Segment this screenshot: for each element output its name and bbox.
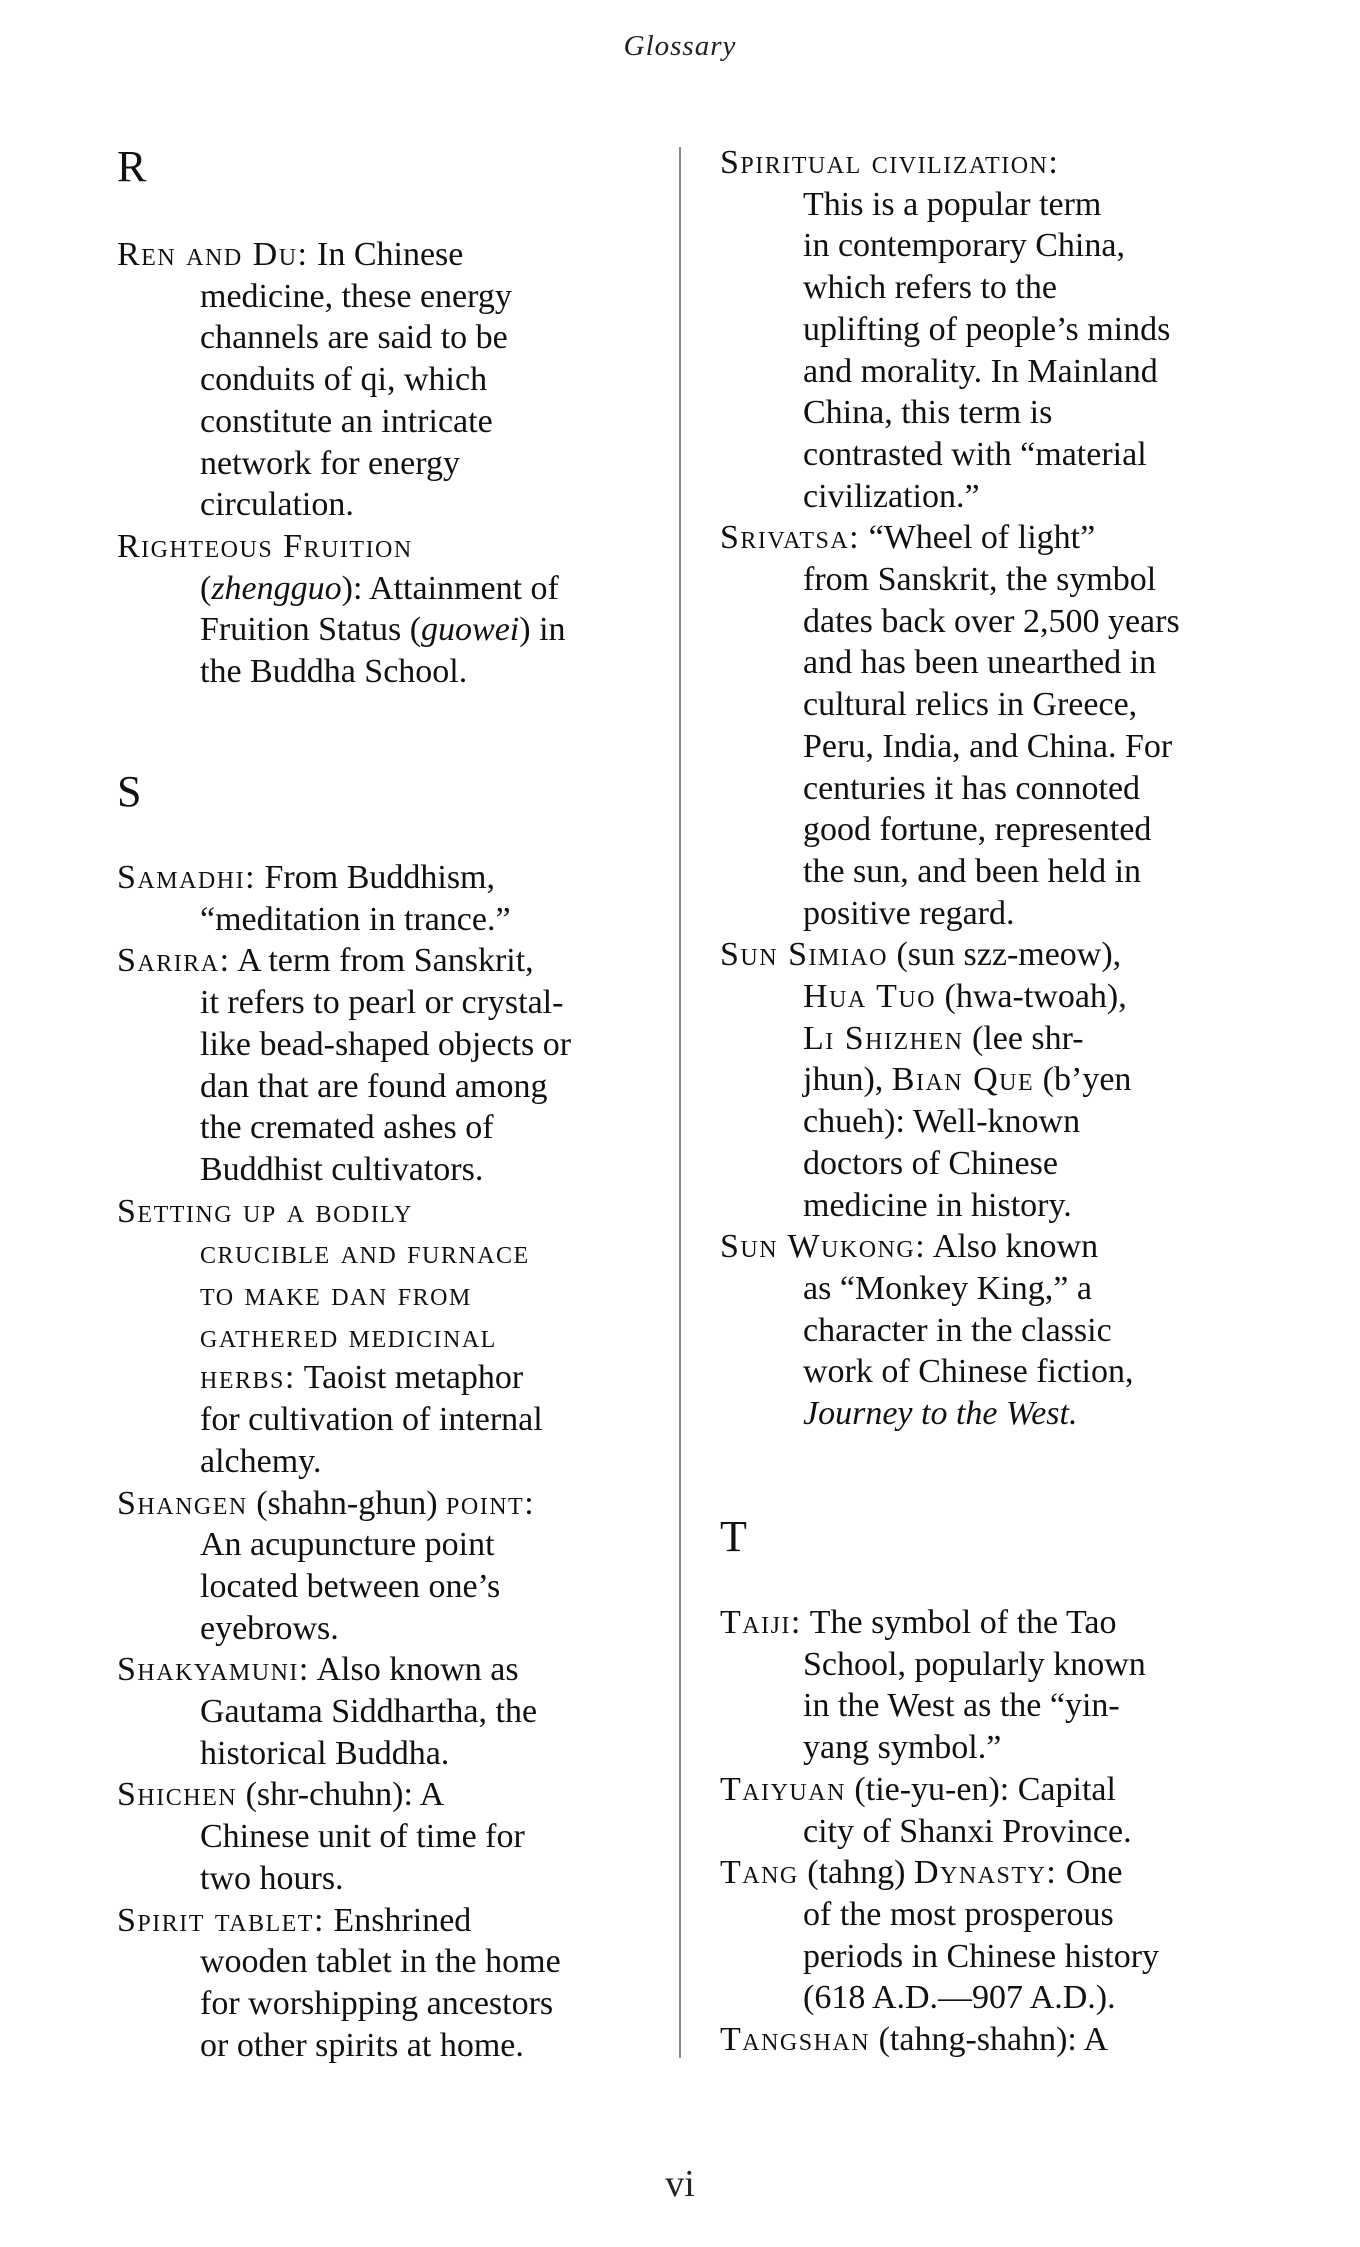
entry-continuation-line xyxy=(803,726,1172,768)
entry-continuation-line xyxy=(200,651,467,693)
entry-continuation-line xyxy=(200,1608,339,1650)
definition-text: the Buddha School. xyxy=(200,653,468,690)
definition-text: In Chinese xyxy=(308,236,464,273)
entry-continuation-line xyxy=(200,484,354,526)
entry-continuation-line xyxy=(803,476,980,518)
entry-continuation-line xyxy=(200,317,508,359)
entry-continuation-line xyxy=(200,982,563,1024)
definition-text: eyebrows. xyxy=(200,1609,339,1647)
definition-text: Buddhist cultivators. xyxy=(200,1150,484,1188)
entry-continuation-line xyxy=(200,1107,494,1149)
entry-continuation-line xyxy=(803,267,1057,309)
glossary-term: Li Shizhen xyxy=(803,1019,964,1057)
entry-continuation-line xyxy=(200,1399,543,1441)
letter-heading: S xyxy=(117,767,142,816)
entry-first-line xyxy=(117,234,463,276)
definition-text: Enshrined xyxy=(324,1901,472,1939)
entry-first-line xyxy=(720,1602,1116,1644)
definition-text: (618 A.D.—907 A.D.). xyxy=(803,1979,1116,2017)
definition-text: An acupuncture point xyxy=(200,1526,495,1564)
definition-text: conduits of qi, which xyxy=(200,361,488,399)
entry-continuation-line xyxy=(803,1351,1134,1393)
definition-text: “meditation in trance.” xyxy=(200,900,511,938)
definition-text: Taoist metaphor xyxy=(295,1359,524,1397)
entry-continuation-line xyxy=(200,443,460,485)
glossary-term: Shakyamuni: xyxy=(117,1651,310,1689)
entry-continuation-line xyxy=(803,809,1151,851)
glossary-term: Taiji: xyxy=(720,1604,802,1641)
entry-first-line xyxy=(117,1900,471,1942)
definition-text: and has been unearthed in xyxy=(803,644,1157,682)
definition-text: From Buddhism, xyxy=(256,859,495,896)
entry-continuation-line xyxy=(200,1357,523,1399)
glossary-term: gathered medicinal xyxy=(200,1317,497,1355)
glossary-term: Ren and Du: xyxy=(117,236,309,273)
definition-text: in the West as the “yin- xyxy=(803,1687,1120,1725)
definition-text: China, this term is xyxy=(803,394,1053,432)
definition-text: (lee shr- xyxy=(963,1019,1084,1057)
definition-text: medicine, these energy xyxy=(200,277,512,315)
glossary-term: Righteous Fruition xyxy=(117,527,413,565)
entry-first-line xyxy=(117,1483,535,1525)
entry-continuation-line xyxy=(200,1066,547,1108)
italic-text: Journey to the West. xyxy=(803,1395,1078,1432)
running-head-title: Glossary xyxy=(623,30,737,62)
entry-continuation-line xyxy=(200,1441,321,1483)
entry-continuation-line xyxy=(803,976,1127,1018)
entry-continuation-line xyxy=(803,392,1052,434)
entry-continuation-line xyxy=(803,851,1141,893)
glossary-term: Sun Simiao xyxy=(720,936,888,974)
definition-text: positive regard. xyxy=(803,894,1015,932)
entry-continuation-line xyxy=(200,1983,553,2025)
glossary-term: crucible and furnace xyxy=(200,1234,530,1272)
entry-continuation-line xyxy=(200,1524,495,1566)
definition-text: dates back over 2,500 years xyxy=(803,602,1180,640)
definition-text: for cultivation of internal xyxy=(200,1401,543,1439)
entry-continuation-line xyxy=(803,1811,1132,1853)
entry-continuation-line xyxy=(803,601,1180,643)
entry-continuation-line xyxy=(803,434,1147,476)
entry-first-line xyxy=(720,517,1095,559)
entry-first-line xyxy=(117,1649,519,1691)
definition-text: uplifting of people’s minds xyxy=(803,310,1171,348)
entry-first-line xyxy=(720,1852,1122,1894)
definition-text: yang symbol.” xyxy=(803,1729,1002,1767)
glossary-term: Spirit tablet: xyxy=(117,1901,325,1939)
glossary-term: Tang xyxy=(720,1854,799,1892)
definition-text: cultural relics in Greece, xyxy=(803,686,1138,724)
definition-text: jhun), xyxy=(803,1061,892,1099)
glossary-term: point: xyxy=(446,1484,536,1522)
definition-text: periods in Chinese history xyxy=(803,1937,1160,1975)
entry-continuation-line xyxy=(803,1143,1058,1185)
entry-continuation-line xyxy=(803,184,1101,226)
definition-text: two hours. xyxy=(200,1859,344,1897)
definition-text: the sun, and been held in xyxy=(803,852,1142,890)
entry-continuation-line xyxy=(803,893,1015,935)
entry-continuation-line xyxy=(803,559,1156,601)
definition-text: (shr-chuhn): A xyxy=(237,1776,445,1814)
definition-text: circulation. xyxy=(200,486,354,524)
definition-text: Also known as xyxy=(309,1651,519,1689)
definition-text: School, popularly known xyxy=(803,1645,1146,1683)
entry-continuation-line xyxy=(200,1816,525,1858)
entry-continuation-line xyxy=(803,1018,1084,1060)
entry-continuation-line xyxy=(200,1274,472,1316)
definition-text: (b’yen xyxy=(1034,1061,1132,1099)
definition-text: civilization.” xyxy=(803,477,980,515)
entry-continuation-line xyxy=(803,1059,1131,1101)
entry-first-line xyxy=(720,1226,1098,1268)
definition-text: like bead-shaped objects or xyxy=(200,1025,572,1063)
definition-text: and morality. In Mainland xyxy=(803,352,1158,390)
entry-continuation-line xyxy=(803,1977,1116,2019)
definition-text: located between one’s xyxy=(200,1567,501,1605)
glossary-term: Bian Que xyxy=(891,1061,1035,1099)
entry-continuation-line xyxy=(200,1316,497,1358)
entry-first-line xyxy=(117,857,495,899)
entry-continuation-line xyxy=(803,1393,1077,1435)
entry-continuation-line xyxy=(803,1644,1146,1686)
definition-text: (sun szz-meow), xyxy=(887,936,1122,974)
definition-text: Peru, India, and China. For xyxy=(803,727,1173,765)
glossary-term: Dynasty: xyxy=(913,1854,1058,1892)
entry-first-line xyxy=(720,934,1121,976)
entry-first-line xyxy=(720,2019,1108,2061)
definition-text: constitute an intricate xyxy=(200,402,493,440)
glossary-term: Taiyuan xyxy=(720,1770,846,1808)
definition-text: medicine in history. xyxy=(803,1186,1072,1224)
entry-continuation-line xyxy=(803,1268,1092,1310)
entry-continuation-line xyxy=(803,351,1158,393)
definition-text: in contemporary China, xyxy=(803,227,1125,265)
definition-text: network for energy xyxy=(200,444,460,482)
glossary-term: Shangen xyxy=(117,1484,248,1522)
definition-text: centuries it has connoted xyxy=(803,769,1141,807)
entry-continuation-line xyxy=(803,1185,1072,1227)
column-divider xyxy=(679,147,681,2058)
definition-text: ): Attainment of xyxy=(341,569,559,607)
entry-first-line xyxy=(117,940,534,982)
entry-continuation-line xyxy=(803,1936,1159,1978)
glossary-term: Sun Wukong: xyxy=(720,1228,927,1266)
page-number: vi xyxy=(665,2163,695,2205)
glossary-term: Tangshan xyxy=(720,2021,871,2058)
entry-continuation-line xyxy=(803,1685,1120,1727)
entry-continuation-line xyxy=(803,642,1156,684)
entry-continuation-line xyxy=(200,1024,571,1066)
entry-continuation-line xyxy=(803,1101,1080,1143)
entry-continuation-line xyxy=(803,1310,1112,1352)
definition-text: alchemy. xyxy=(200,1442,322,1480)
entry-continuation-line xyxy=(200,568,559,610)
entry-continuation-line xyxy=(803,1727,1001,1769)
definition-text: channels are said to be xyxy=(200,319,508,357)
definition-text: as “Monkey King,” a xyxy=(803,1269,1092,1307)
entry-continuation-line xyxy=(200,1858,344,1900)
definition-text: “Wheel of light” xyxy=(860,519,1096,557)
entry-continuation-line xyxy=(200,1566,500,1608)
definition-text: Chinese unit of time for xyxy=(200,1818,525,1856)
definition-text: Gautama Siddhartha, the xyxy=(200,1693,538,1730)
definition-text: wooden tablet in the home xyxy=(200,1943,561,1981)
definition-text: (tahng) xyxy=(798,1854,914,1892)
entry-continuation-line xyxy=(200,1149,483,1191)
glossary-term: Hua Tuo xyxy=(803,978,937,1015)
entry-continuation-line xyxy=(200,359,487,401)
definition-text: The symbol of the Tao xyxy=(801,1604,1117,1641)
definition-text: ) in xyxy=(519,611,566,649)
definition-text: (tahng-shahn): A xyxy=(870,2021,1109,2058)
entry-continuation-line xyxy=(803,1894,1114,1936)
definition-text: chueh): Well-known xyxy=(803,1103,1081,1141)
italic-text: guowei xyxy=(421,611,520,649)
entry-continuation-line xyxy=(803,684,1137,726)
definition-text: Fruition Status ( xyxy=(200,611,422,649)
entry-first-line xyxy=(117,1774,444,1816)
glossary-term: Spiritual civilization: xyxy=(720,144,1060,181)
entry-continuation-line xyxy=(200,899,511,941)
entry-continuation-line xyxy=(200,1232,530,1274)
definition-text: city of Shanxi Province. xyxy=(803,1812,1132,1850)
glossary-term: Samadhi: xyxy=(117,859,257,896)
letter-heading: R xyxy=(117,142,147,191)
definition-text: or other spirits at home. xyxy=(200,2026,524,2064)
definition-text: contrasted with “material xyxy=(803,435,1147,473)
letter-heading: T xyxy=(720,1512,747,1561)
entry-continuation-line xyxy=(200,1733,449,1775)
definition-text: dan that are found among xyxy=(200,1067,548,1105)
definition-text: the cremated ashes of xyxy=(200,1109,494,1147)
definition-text: (hwa-twoah), xyxy=(936,978,1127,1015)
definition-text: doctors of Chinese xyxy=(803,1144,1058,1182)
entry-continuation-line xyxy=(200,276,512,318)
entry-continuation-line xyxy=(803,309,1170,351)
definition-text: (shahn-ghun) xyxy=(247,1484,447,1522)
definition-text: Also known xyxy=(926,1228,1099,1266)
entry-first-line xyxy=(720,1769,1116,1811)
entry-continuation-line xyxy=(200,401,493,443)
entry-first-line xyxy=(117,1191,413,1233)
entry-continuation-line xyxy=(200,609,566,651)
glossary-term: Shichen xyxy=(117,1776,238,1814)
entry-first-line xyxy=(720,142,1059,184)
definition-text: One xyxy=(1057,1854,1123,1892)
definition-text: for worshipping ancestors xyxy=(200,1984,554,2022)
definition-text: A term from Sanskrit, xyxy=(230,942,534,980)
definition-text: (tie-yu-en): Capital xyxy=(845,1770,1116,1808)
glossary-term: Sarira: xyxy=(117,942,231,980)
definition-text: historical Buddha. xyxy=(200,1734,450,1772)
italic-text: zhengguo xyxy=(211,569,342,607)
definition-text: it refers to pearl or crystal- xyxy=(200,984,564,1022)
entry-continuation-line xyxy=(200,1941,561,1983)
definition-text: This is a popular term xyxy=(803,185,1102,223)
definition-text: from Sanskrit, the symbol xyxy=(803,561,1157,598)
glossary-term: herbs: xyxy=(200,1359,296,1397)
entry-continuation-line xyxy=(200,1691,537,1733)
definition-text: of the most prosperous xyxy=(803,1895,1114,1933)
entry-first-line xyxy=(117,526,413,568)
glossary-term: Setting up a bodily xyxy=(117,1192,413,1230)
definition-text: which refers to the xyxy=(803,269,1057,307)
definition-text: ( xyxy=(200,569,212,607)
glossary-term: to make dan from xyxy=(200,1276,472,1313)
entry-continuation-line xyxy=(803,225,1125,267)
definition-text: good fortune, represented xyxy=(803,811,1152,849)
definition-text: character in the classic xyxy=(803,1311,1112,1349)
entry-continuation-line xyxy=(200,2025,524,2067)
definition-text: work of Chinese fiction, xyxy=(803,1353,1134,1391)
entry-continuation-line xyxy=(803,768,1140,810)
glossary-term: Srivatsa: xyxy=(720,519,861,557)
